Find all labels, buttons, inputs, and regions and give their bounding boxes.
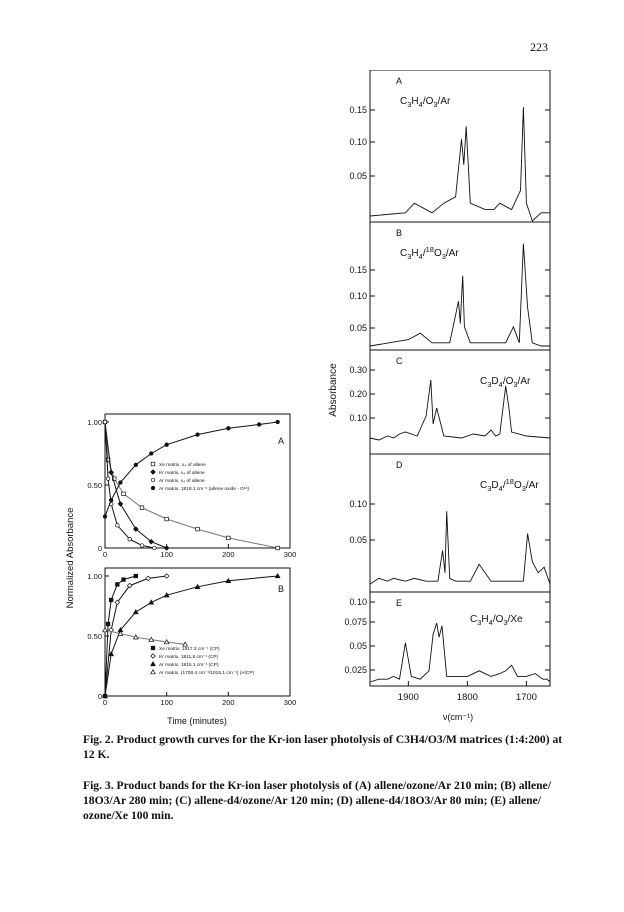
fig2-y-tick-label: 0 (97, 544, 102, 553)
fig2-legend-entry: Ar matrix, 1818.1 cm⁻¹ (allene oxide - O¹⁸) (159, 487, 250, 492)
fig3-panel-b (349, 222, 550, 346)
fig2-legend-entry: Xe matrix, 1817.3 cm⁻¹ (CP) (159, 647, 220, 652)
fig3-spectrum-d (370, 511, 550, 584)
fig2-panel-letter: B (278, 584, 285, 594)
fig2-data-point (257, 423, 261, 427)
fig3-panel-formula: $C_3D_4/O_3/Ar$ (480, 376, 531, 389)
fig2-data-point (149, 452, 153, 456)
fig3-spectrum-a (370, 107, 550, 221)
fig2-data-point (151, 470, 156, 475)
fig3-panel-e (344, 592, 550, 682)
fig2-data-point (106, 477, 110, 481)
fig2-data-point (165, 443, 169, 447)
fig2-x-tick-label: 100 (160, 698, 173, 707)
fig2-y-axis-label: Normalized Absorbance (65, 507, 76, 609)
fig3-y-tick-label: 0.05 (349, 641, 367, 651)
fig3-panel-formula: $C_3D_4/^{18}O_3/Ar$ (480, 477, 539, 493)
fig2-y-tick-label: 0.50 (87, 632, 102, 641)
figure-3-spectra (320, 70, 560, 730)
fig3-panels (344, 76, 550, 682)
fig3-y-tick-label: 0.20 (349, 389, 367, 399)
fig2-legend-entry: Xe matrix, ν₄ of allene (159, 463, 206, 468)
fig3-x-tick-label: 1700 (515, 692, 537, 703)
fig2-data-point (106, 622, 110, 626)
fig3-panel-letter: B (396, 228, 403, 238)
fig2-data-point (164, 574, 169, 579)
fig2-data-point (118, 502, 123, 507)
fig3-spectrum-c (370, 380, 550, 440)
fig3-x-tick-label: 1800 (456, 692, 478, 703)
fig2-y-tick-label: 1.00 (87, 418, 102, 427)
page-number: 223 (530, 40, 548, 54)
fig3-panel-letter: D (396, 460, 403, 470)
fig2-data-point (151, 654, 156, 659)
fig2-curve (105, 422, 278, 548)
fig3-x-tick-label: 1900 (397, 692, 419, 703)
fig2-data-point (151, 478, 155, 482)
fig2-curve (105, 422, 278, 517)
fig3-panel-a (349, 76, 550, 221)
fig2-y-tick-label: 0 (97, 692, 102, 701)
fig2-data-point (103, 420, 107, 424)
fig2-x-tick-label: 300 (283, 550, 297, 559)
figure-3-caption: Fig. 3. Product bands for the Kr-ion laser photolysis of (A) allene/ozone/Ar 210 min; (B) allene/ 18O3/Ar 280 min; (C) allene-d4/ozone/Ar 120 min; (D) allene-d4/18O3/Ar 80 min; (E) allene/ ozone/Xe 100 min. (83, 779, 551, 822)
fig2-data-point (151, 646, 155, 650)
fig2-data-point (122, 578, 126, 582)
fig2-data-point (276, 420, 280, 424)
fig3-y-tick-label: 0.075 (344, 617, 367, 627)
fig3-spectrum-b (370, 244, 550, 346)
fig3-y-tick-label: 0.10 (349, 499, 367, 509)
fig3-panel-d (349, 454, 550, 584)
fig2-data-point (151, 486, 155, 490)
fig3-y-tick-label: 0.10 (349, 137, 367, 147)
fig2-data-point (151, 662, 156, 666)
fig2-x-tick-label: 0 (102, 698, 108, 707)
fig2-curve (105, 422, 154, 548)
fig2-data-point (109, 498, 113, 502)
fig2-data-point (103, 628, 108, 632)
fig3-y-tick-label: 0.05 (349, 323, 367, 333)
fig2-legend-entry: Ar matrix, 1815.1 cm⁻¹ (CP) (159, 663, 219, 668)
fig2-data-point (227, 427, 231, 431)
fig3-y-tick-label: 0.15 (349, 265, 367, 275)
fig2-data-point (134, 610, 139, 614)
fig3-panel-formula: $C_3H_4/O_3/Ar$ (400, 96, 451, 109)
fig2-data-point (151, 462, 155, 466)
fig2-legend-entry: Ar matrix, ν₄ of allene (159, 479, 205, 484)
fig2-data-point (116, 524, 120, 528)
fig3-spectrum-e (370, 623, 550, 682)
fig2-data-point (227, 536, 231, 540)
fig2-data-point (276, 546, 280, 550)
fig3-x-axis-label: ν(cm⁻¹) (442, 712, 474, 722)
figure-2-growth-curves (55, 408, 320, 728)
fig3-y-tick-label: 0.10 (349, 291, 367, 301)
fig2-data-point (196, 527, 200, 531)
fig2-data-point (119, 481, 123, 485)
fig3-panel-letter: E (396, 598, 403, 608)
fig3-y-tick-label: 0.10 (349, 597, 367, 607)
fig3-y-tick-label: 0.05 (349, 535, 367, 545)
fig2-x-tick-label: 100 (160, 550, 173, 559)
fig2-data-point (134, 463, 138, 467)
fig2-data-point (146, 576, 151, 581)
fig2-data-point (134, 574, 138, 578)
fig2-legend-entry: Kr matrix, ν₄ of allene (159, 471, 205, 476)
fig2-data-point (103, 515, 107, 519)
fig2-data-point (122, 492, 126, 496)
fig2-data-point (153, 546, 157, 550)
fig3-y-tick-label: 0.15 (349, 105, 367, 115)
fig2-legend-entry: Kr matrix, 1811.8 cm⁻¹ (CP) (159, 655, 219, 660)
fig2-panel-b (87, 572, 296, 707)
fig2-panel-a (87, 418, 296, 559)
fig2-data-point (196, 433, 200, 437)
fig2-legend-entry: Ar matrix, (1708.4 cm⁻¹/1815.1 cm⁻¹) (A/CP) (159, 671, 255, 676)
fig2-data-point (140, 506, 144, 510)
fig2-curve (105, 630, 185, 644)
fig3-panel-formula: $C_3H_4/^{18}O_3/Ar$ (400, 245, 459, 261)
figure-2-caption: Fig. 2. Product growth curves for the Kr-ion laser photolysis of C3H4/O3/M matrices (1:4:200) at 12 K. (83, 733, 563, 761)
fig2-data-point (151, 670, 156, 674)
fig3-panel-c (349, 350, 550, 440)
fig3-y-tick-label: 0.025 (344, 665, 367, 675)
fig2-y-tick-label: 1.00 (87, 572, 102, 581)
fig2-data-point (165, 517, 169, 521)
fig3-panel-formula: $C_3H_4/O_3/Xe$ (470, 614, 523, 627)
fig3-panel-letter: A (396, 76, 403, 86)
fig2-data-point (116, 583, 120, 587)
fig2-panel-letter: A (278, 436, 285, 446)
fig3-y-tick-label: 0.30 (349, 365, 367, 375)
fig2-y-tick-label: 0.50 (87, 481, 102, 490)
fig3-panel-letter: C (396, 356, 403, 366)
fig2-x-tick-label: 0 (102, 550, 108, 559)
fig2-x-tick-label: 300 (283, 698, 297, 707)
fig2-x-axis-label: Time (minutes) (167, 716, 227, 726)
fig2-data-point (140, 544, 144, 548)
fig3-y-tick-label: 0.10 (349, 413, 367, 423)
fig3-y-tick-label: 0.05 (349, 171, 367, 181)
fig2-data-point (128, 537, 132, 541)
fig2-x-tick-label: 200 (222, 698, 235, 707)
fig3-x-ticks (398, 681, 537, 703)
fig2-data-point (109, 598, 113, 602)
fig2-x-tick-label: 200 (222, 550, 235, 559)
fig3-y-axis-label: Absorbance (328, 363, 339, 417)
